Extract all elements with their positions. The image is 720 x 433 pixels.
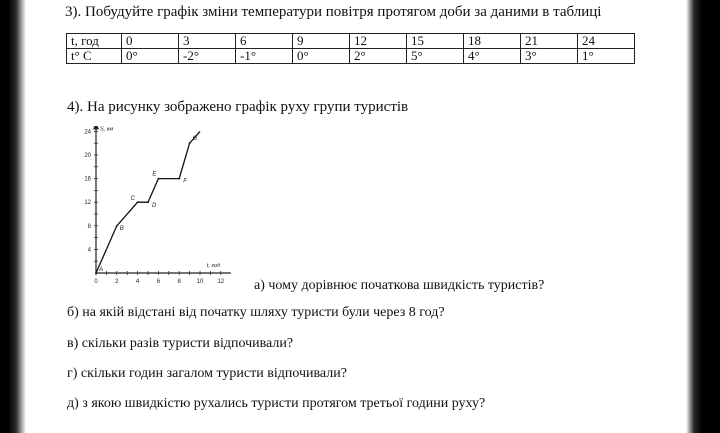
point-label: E: [152, 171, 157, 178]
data-point: [178, 178, 180, 180]
x-tick-label: 6: [156, 279, 161, 285]
y-tick-label: 20: [84, 153, 91, 159]
table-cell: t° C: [67, 49, 122, 64]
table-cell: 24: [578, 34, 635, 49]
data-point: [137, 201, 139, 203]
table-row-hours: [67, 34, 635, 49]
table-cell: 9: [293, 34, 350, 49]
table-cell: 15: [407, 34, 464, 49]
table-cell: 3°: [521, 49, 578, 64]
table-cell: 12: [350, 34, 407, 49]
point-label: F: [183, 178, 187, 185]
table-cell: 1°: [578, 49, 635, 64]
y-axis-arrow: [93, 126, 99, 129]
motion-graph: [80, 126, 255, 291]
question-a: а) чому дорівнює початкова швидкість туристів?: [254, 278, 545, 293]
y-tick-label: 12: [84, 200, 91, 207]
table-cell: 0°: [122, 49, 179, 64]
question-e: д) з якою швидкістю рухались туристи протягом третьої години руху?: [67, 396, 486, 411]
table-cell: 6: [236, 34, 293, 49]
table-cell: 3: [179, 34, 236, 49]
temperature-table: [66, 33, 635, 64]
table-cell: t, год: [67, 34, 122, 49]
x-tick-label: 4: [135, 279, 140, 285]
x-axis-label: t, год: [206, 263, 221, 269]
point-label: D: [152, 203, 157, 210]
y-tick-label: 24: [84, 129, 91, 136]
table-cell: 5°: [407, 49, 464, 64]
point-label: B: [119, 225, 124, 232]
x-tick-label: 0: [94, 279, 98, 285]
y-tick-label: 8: [87, 223, 91, 230]
data-point: [158, 178, 160, 180]
scan-shadow-left: [0, 0, 26, 433]
question-d: г) скільки годин загалом туристи відпочивали?: [67, 366, 347, 381]
table-cell: -1°: [236, 49, 293, 64]
question-b: б) на якій відстані від початку шляху туристи були через 8 год?: [67, 305, 445, 320]
x-tick-label: 8: [177, 279, 181, 285]
y-axis-label: S, км: [100, 126, 114, 133]
task4-heading: 4). На рисунку зображено графік руху групи туристів: [67, 99, 409, 115]
data-point: [116, 225, 118, 227]
task3-heading: 3). Побудуйте графік зміни температури повітря протягом доби за даними в таблиці: [65, 4, 602, 20]
scan-shadow-right: [686, 0, 720, 433]
data-point: [189, 142, 191, 144]
point-label: C: [130, 196, 135, 203]
data-point: [95, 272, 97, 274]
table-cell: 0: [122, 34, 179, 49]
table-cell: 4°: [464, 49, 521, 64]
point-label: G: [192, 136, 198, 143]
table-cell: 21: [521, 34, 578, 49]
question-c: в) скільки разів туристи відпочивали?: [67, 336, 294, 351]
table-row-temperatures: [67, 49, 635, 64]
data-point: [147, 201, 149, 203]
x-tick-label: 12: [217, 279, 225, 285]
y-tick-label: 16: [84, 176, 91, 183]
table-cell: 18: [464, 34, 521, 49]
table-cell: 2°: [350, 49, 407, 64]
x-tick-label: 10: [196, 279, 204, 285]
table-cell: -2°: [179, 49, 236, 64]
point-label: A: [99, 267, 104, 273]
y-tick-label: 4: [87, 247, 91, 254]
table-cell: 0°: [293, 49, 350, 64]
x-tick-label: 2: [115, 279, 119, 285]
